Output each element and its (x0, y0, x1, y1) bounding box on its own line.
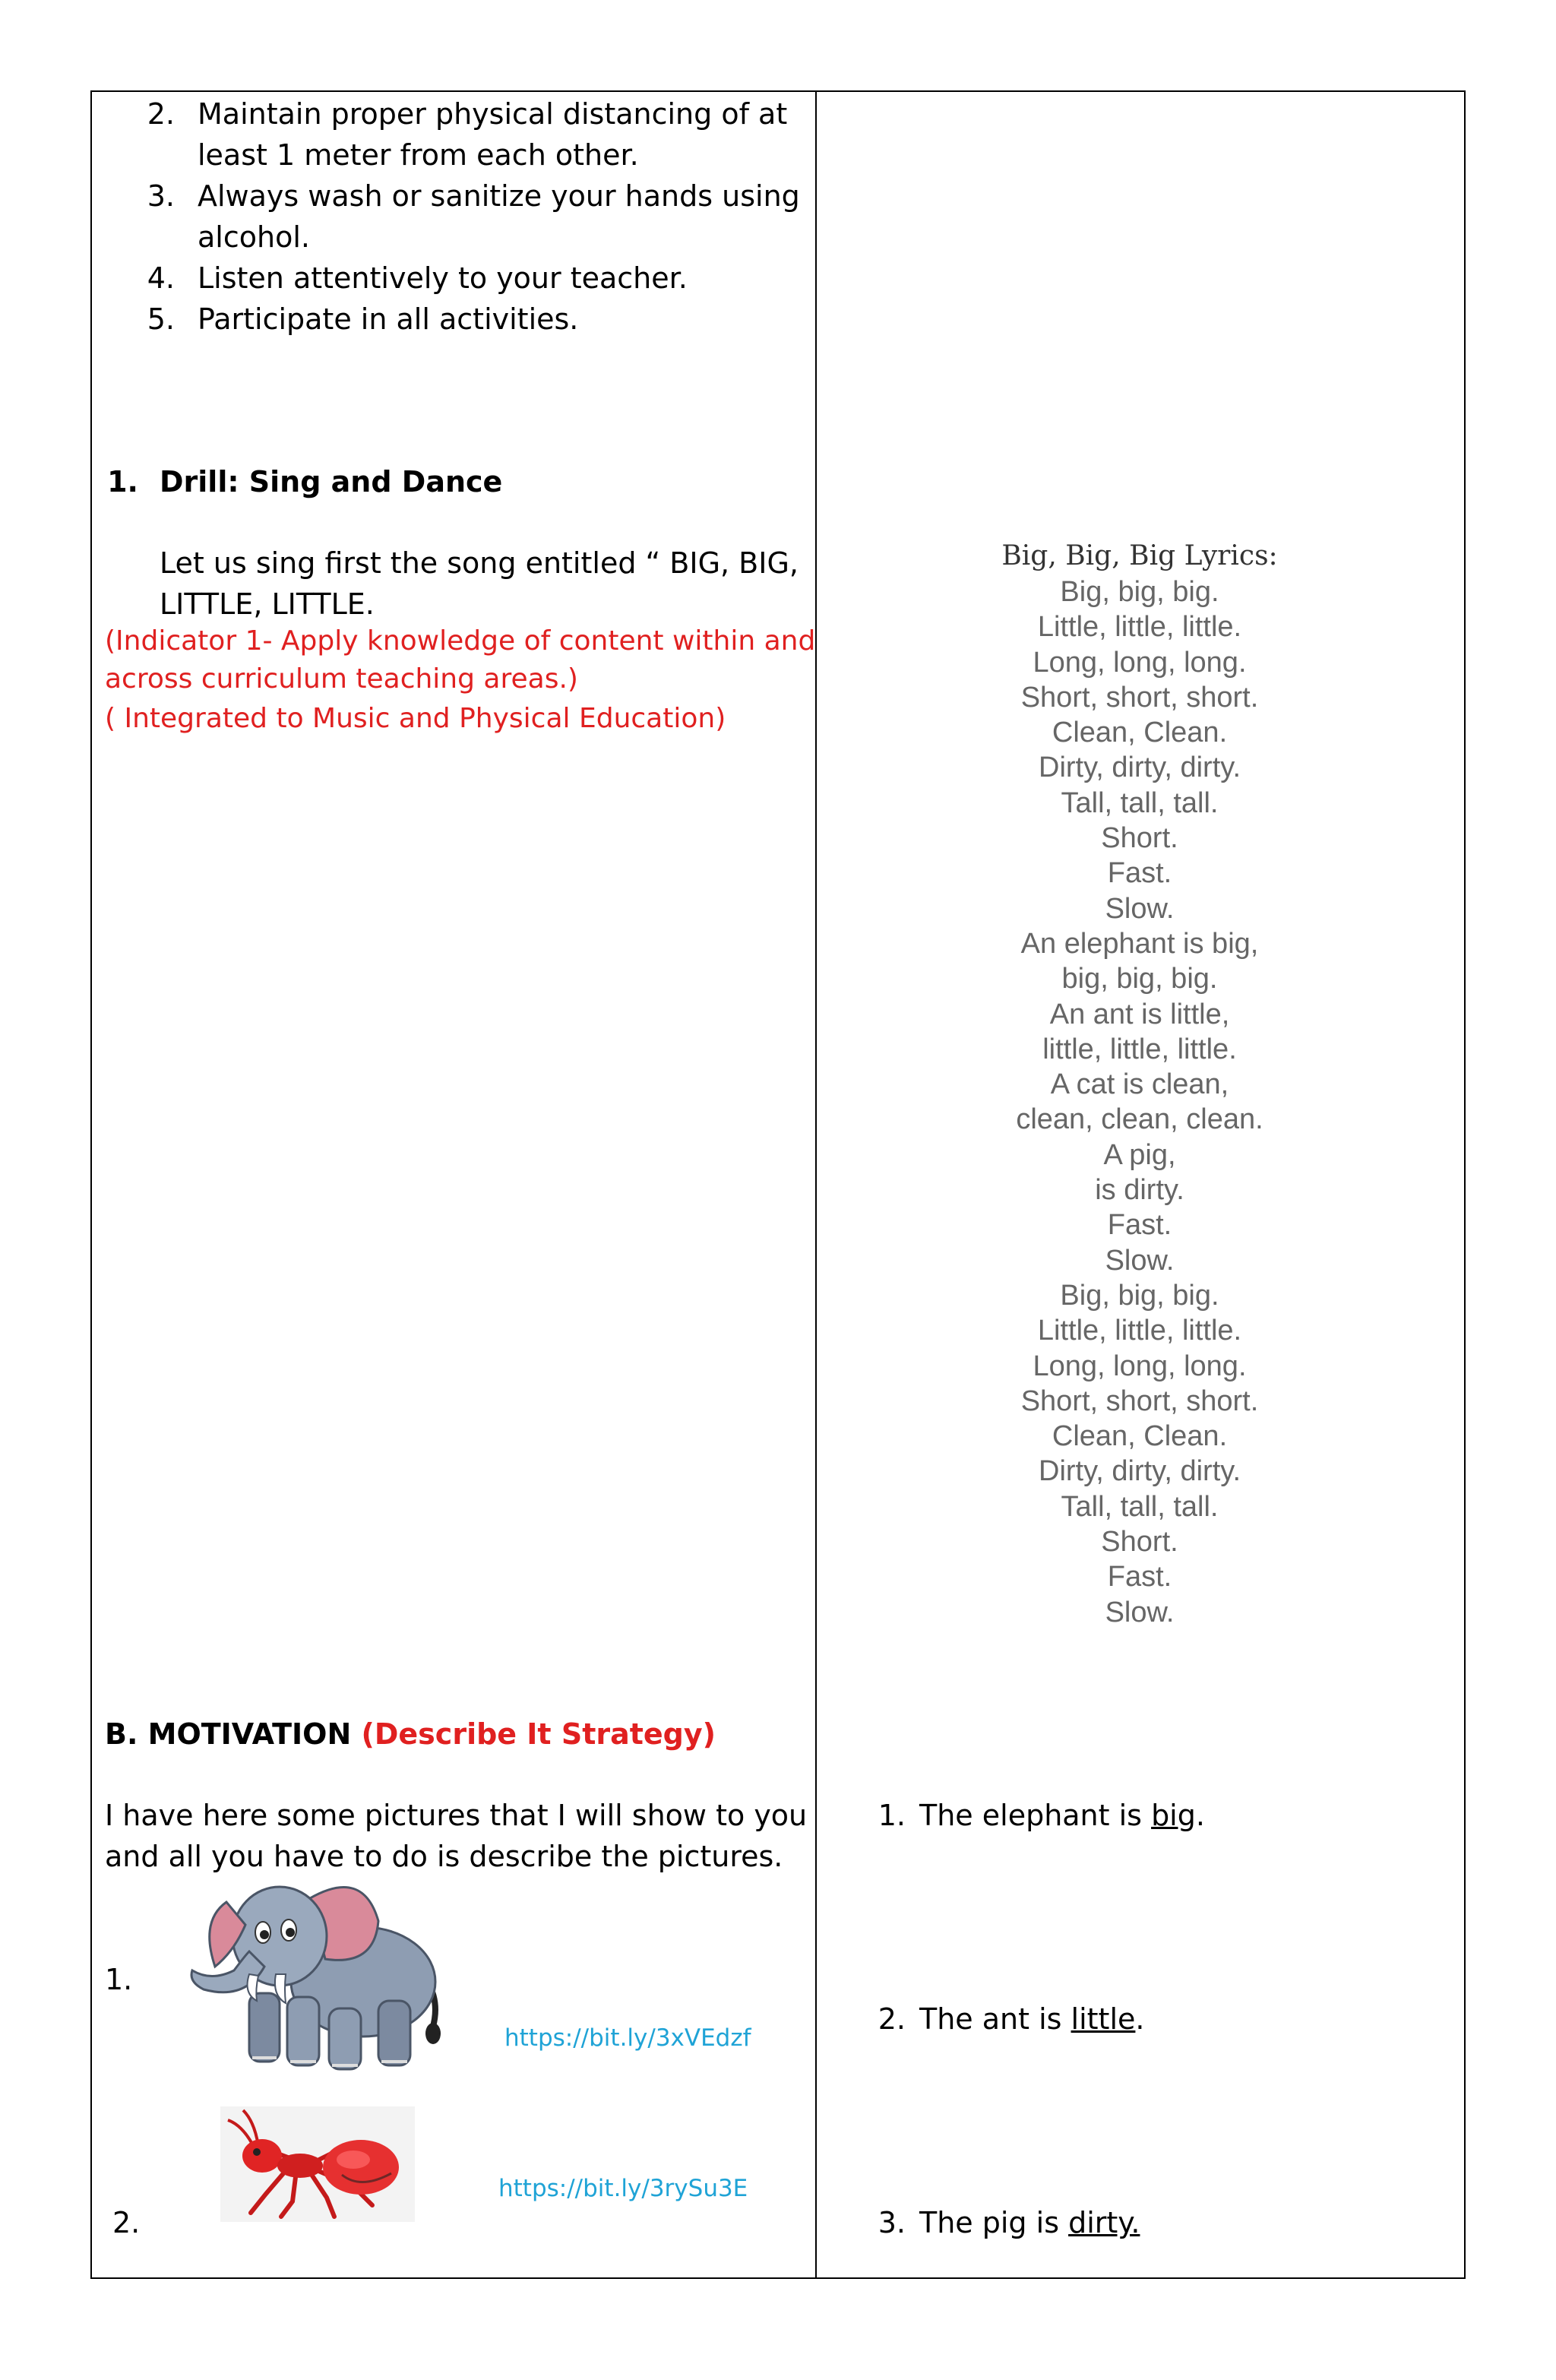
answer-suffix: . (1195, 1799, 1205, 1832)
rule-text: alcohol. (198, 220, 310, 254)
picture-number: 2. (112, 2206, 141, 2239)
answer-word: little (1071, 2002, 1136, 2036)
indicator-note: (Indicator 1- Apply knowledge of content within and (105, 625, 816, 657)
motivation-heading (105, 1714, 716, 1755)
rule-text: Participate in all activities. (198, 302, 579, 336)
lyric-line: An elephant is big, (1020, 927, 1259, 960)
lyric-line: Clean, Clean. (1052, 717, 1228, 749)
answer-text (919, 2202, 1140, 2243)
lyric-line: Little, little, little. (1037, 1315, 1242, 1347)
answer-word: dirty. (1068, 2206, 1140, 2239)
lyric-line: Fast. (1107, 1561, 1172, 1594)
answer-number: 2. (878, 2002, 906, 2036)
lyric-line: Slow. (1105, 1244, 1175, 1277)
lyric-line: Tall, tall, tall. (1061, 1490, 1219, 1523)
rule-text: Always wash or sanitize your hands using (198, 179, 800, 213)
lyric-line: is dirty. (1095, 1174, 1184, 1207)
lyric-line: Tall, tall, tall. (1061, 786, 1219, 819)
lyric-line: big, big, big. (1061, 963, 1218, 995)
lyric-line: Slow. (1105, 892, 1175, 925)
lyric-line: Little, little, little. (1037, 611, 1242, 644)
drill-instruction: LITTLE, LITTLE. (160, 587, 375, 621)
ant-icon (220, 2106, 415, 2222)
column-divider (815, 92, 817, 2277)
integration-note: ( Integrated to Music and Physical Education) (105, 703, 726, 734)
lyric-line: Big, big, big. (1060, 576, 1219, 608)
lyrics-lines (912, 574, 1368, 1630)
answer-text (919, 1999, 1145, 2040)
lyric-line: Short, short, short. (1020, 681, 1259, 714)
answer-suffix: . (1135, 2002, 1145, 2036)
song-lyrics (912, 538, 1368, 1630)
lyric-line: Slow. (1105, 1596, 1175, 1628)
answer-word: big (1151, 1799, 1196, 1832)
motivation-strategy: (Describe It Strategy) (361, 1717, 716, 1751)
rule-number: 2. (147, 97, 175, 131)
elephant-link[interactable]: https://bit.ly/3xVEdzf (504, 2024, 751, 2052)
lyric-line: Short. (1101, 1526, 1178, 1559)
answer-number: 1. (878, 1799, 906, 1832)
elephant-icon (173, 1868, 447, 2073)
lyric-line: Short. (1101, 822, 1178, 855)
lyric-line: Short, short, short. (1020, 1385, 1259, 1417)
lyric-line: Big, big, big. (1060, 1279, 1219, 1312)
ant-link[interactable]: https://bit.ly/3rySu3E (498, 2175, 748, 2202)
lyric-line: Dirty, dirty, dirty. (1039, 1455, 1241, 1488)
motivation-intro: I have here some pictures that I will show to you (105, 1799, 808, 1832)
lyric-line: Fast. (1107, 1209, 1172, 1242)
lyric-line: Dirty, dirty, dirty. (1039, 752, 1241, 784)
answer-prefix: The ant is (919, 2002, 1071, 2036)
indicator-note: across curriculum teaching areas.) (105, 663, 578, 695)
answer-text (919, 1795, 1205, 1836)
lyric-line: A cat is clean, (1050, 1068, 1229, 1101)
rule-number: 3. (147, 179, 175, 213)
lyric-line: clean, clean, clean. (1016, 1103, 1263, 1136)
rule-number: 4. (147, 261, 175, 295)
rule-text: Listen attentively to your teacher. (198, 261, 688, 295)
picture-number: 1. (105, 1963, 133, 1996)
drill-heading: Drill: Sing and Dance (160, 465, 503, 498)
lyric-line: Long, long, long. (1033, 646, 1247, 679)
rule-text: Maintain proper physical distancing of at (198, 97, 788, 131)
answer-number: 3. (878, 2206, 906, 2239)
lyric-line: Fast. (1107, 857, 1172, 890)
drill-number: 1. (107, 465, 138, 498)
answer-prefix: The pig is (919, 2206, 1069, 2239)
lyrics-title: Big, Big, Big Lyrics: (1001, 540, 1278, 571)
drill-instruction: Let us sing first the song entitled “ BIG, BIG, (160, 546, 799, 580)
lyric-line: Clean, Clean. (1052, 1420, 1228, 1453)
lyric-line: Long, long, long. (1033, 1350, 1247, 1382)
lyric-line: An ant is little, (1049, 998, 1230, 1030)
answer-prefix: The elephant is (919, 1799, 1152, 1832)
motivation-title: B. MOTIVATION (105, 1717, 352, 1751)
motivation-intro: and all you have to do is describe the pictures. (105, 1840, 783, 1873)
rule-number: 5. (147, 302, 175, 336)
rule-text: least 1 meter from each other. (198, 138, 639, 172)
lyric-line: A pig, (1103, 1138, 1176, 1171)
lyric-line: little, little, little. (1042, 1033, 1237, 1065)
